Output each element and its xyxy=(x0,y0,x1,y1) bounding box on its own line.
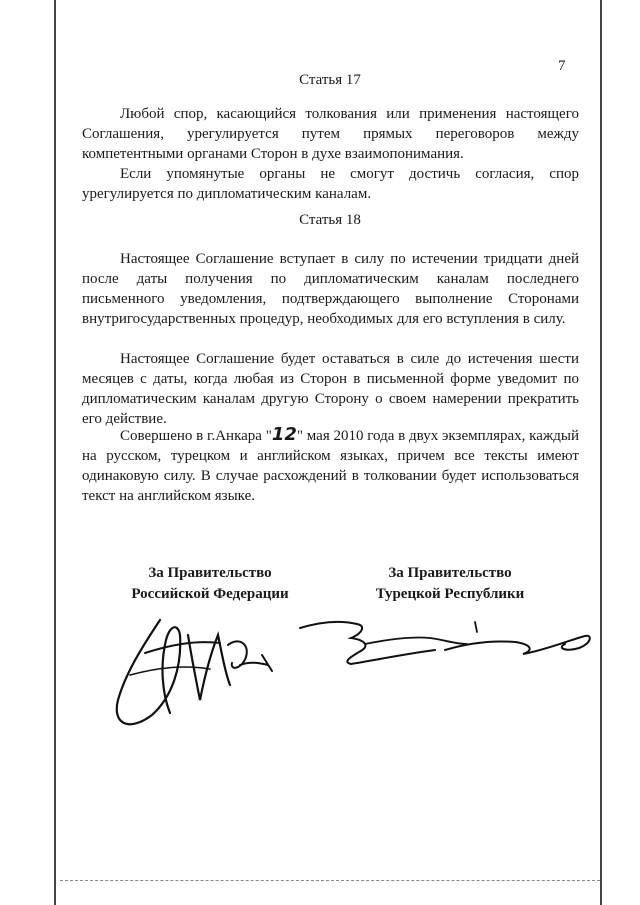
right-margin-line xyxy=(600,0,602,905)
signatory-turkey-line2: Турецкой Республики xyxy=(375,586,525,602)
signatory-russia-line2: Российской Федерации xyxy=(131,586,289,602)
article-17-heading: Статья 17 xyxy=(299,72,361,88)
article-18-paragraph-1: Настоящее Соглашение вступает в силу по истечении тридцати дней после даты получения по дипломатическим каналам последнего письменного уведомления, подтверждающего выполнение Сторонами внутригосударственных процедур, необходимых для его вступления в силу. xyxy=(82,251,579,327)
closing-text-end: " мая 2010 года в двух экземплярах, каждый на русском, турецком и английском языках, причем все тексты имеют одинаковую силу. В случае расхождений в толковании будет использоваться текст на английском языке. xyxy=(82,428,579,504)
signatory-turkey-line1: За Правительство xyxy=(388,565,512,581)
signature-turkey-image xyxy=(295,610,595,680)
signatory-block-turkey xyxy=(340,563,560,605)
article-18-heading: Статья 18 xyxy=(299,212,361,228)
bottom-dashed-line xyxy=(60,880,600,881)
signature-russia-image xyxy=(100,605,290,740)
article-18-paragraph-2: Настоящее Соглашение будет оставаться в силе до истечения шести месяцев с даты, когда любая из Сторон в письменной форме уведомит по дипломатическим каналам другую Сторону о своем намерении прекратить его действие. xyxy=(82,351,579,427)
article-17-paragraph-2: Если упомянутые органы не смогут достичь согласия, спор урегулируется по дипломатическим каналам. xyxy=(82,166,579,202)
left-margin-line xyxy=(54,0,56,905)
signatory-russia-line1: За Правительство xyxy=(148,565,272,581)
signatory-block-russia xyxy=(105,563,315,605)
article-17-paragraph-1: Любой спор, касающийся толкования или применения настоящего Соглашения, урегулируется путем прямых переговоров между компетентными органами Сторон в духе взаимопонимания. xyxy=(82,106,579,162)
closing-paragraph xyxy=(82,425,579,506)
closing-text-start: Совершено в г.Анкара " xyxy=(120,428,272,444)
handwritten-day: 12 xyxy=(271,424,297,445)
page-number: 7 xyxy=(558,58,566,74)
